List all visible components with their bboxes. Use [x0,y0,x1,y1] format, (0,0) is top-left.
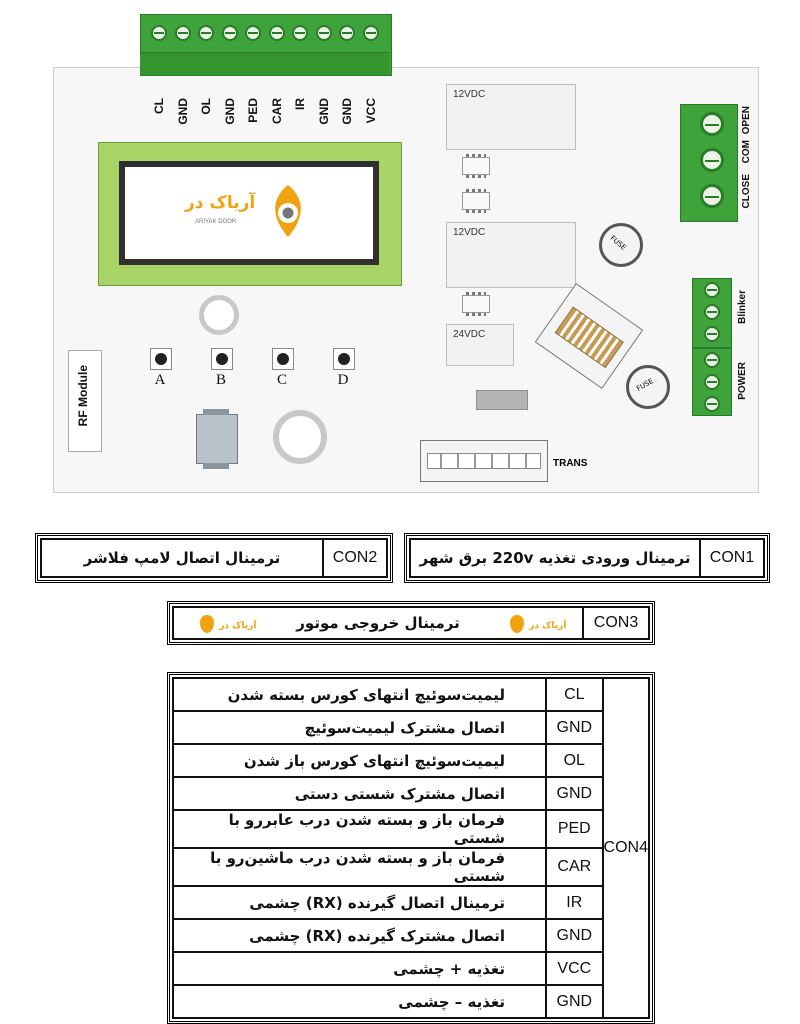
con4-row-pin: OL [546,744,603,777]
rf-module [68,350,102,452]
terminal-screw [704,326,720,342]
fuse-bottom-label: FUSE [635,377,655,393]
con2-desc: ترمینال اتصال لامپ فلاشر [41,539,323,577]
motor-label-open: OPEN [741,106,752,135]
button-label-d: D [337,372,349,388]
con4-row-desc: تغذیه – چشمی [173,985,546,1018]
relay-mid-label: 12VDC [453,227,486,238]
switch-component [196,414,238,464]
table-row [173,744,649,777]
button-label-b: B [215,372,226,388]
table-row [173,886,649,919]
terminal-screw [700,184,724,208]
table-row [173,810,649,848]
power-label: POWER [737,362,748,400]
con4-code: CON4 [603,678,649,1018]
con3-logo-right: آریاک در [510,614,566,633]
top-terminal-base [140,52,390,75]
fuse-top-label: FUSE [608,234,628,252]
con3-logo-left: آریاک در [200,614,256,633]
terminal-screw [704,282,720,298]
con4-row-desc: اتصال مشترک شستی دستی [173,777,546,810]
blinker-label: Blinker [737,290,748,324]
table-row [173,952,649,985]
con4-row-desc: ترمینال اتصال گیرنده (RX) چشمی [173,886,546,919]
push-button-d[interactable] [333,348,355,370]
con4-row-desc: لیمیت‌سوئیچ انتهای کورس بسته شدن [173,678,546,711]
pin-label-gnd: GND [222,98,237,125]
ring-component [199,295,239,335]
pin-label-gnd: GND [175,98,190,125]
terminal-screw [704,374,720,390]
terminal-screw [198,25,214,41]
fuse-bottom [626,365,670,409]
terminal-screw [700,112,724,136]
button-label-c: C [276,372,287,388]
con4-row-desc: فرمان باز و بسته شدن درب ماشین‌رو با شستی [173,848,546,886]
table-row [173,711,649,744]
con4-row-pin: CAR [546,848,603,886]
lcd-screen [119,161,379,265]
con4-table [172,677,650,1019]
con3-code: CON3 [583,607,649,639]
con1-desc: ترمینال ورودی تغذیه 220v برق شهر [410,539,700,577]
terminal-screw [269,25,285,41]
logo-text: آریاک در [185,193,256,213]
terminal-screw [175,25,191,41]
terminal-screw [316,25,332,41]
table-row [173,985,649,1018]
push-button-c[interactable] [272,348,294,370]
lcd-module [98,142,402,286]
terminal-screw [704,396,720,412]
relay-mid [446,222,576,288]
rf-module-label: RF Module [76,365,90,427]
pin-label-gnd: GND [340,98,354,125]
grey-block [476,390,528,410]
con1-table [409,538,765,578]
con4-row-pin: GND [546,985,603,1018]
logo-eye-icon [510,615,524,633]
terminal-screw [245,25,261,41]
trans-connector [420,440,548,482]
push-button-b[interactable] [211,348,233,370]
terminal-screw [222,25,238,41]
con1-code: CON1 [700,539,764,577]
con4-row-pin: GND [546,711,603,744]
con3-table [172,606,650,640]
con2-table [40,538,388,578]
relay-small-label: 24VDC [453,329,486,340]
table-row [173,848,649,886]
relay-top [446,84,576,150]
con4-row-pin: GND [546,919,603,952]
table-row [173,919,649,952]
con4-row-pin: PED [546,810,603,848]
push-button-a[interactable] [150,348,172,370]
table-row [173,678,649,711]
relay-top-label: 12VDC [453,89,486,100]
logo-eye-icon [265,183,311,239]
motor-label-close: CLOSE [741,174,752,209]
chip-3 [462,295,490,313]
pin-label-ol: OL [199,98,213,115]
terminal-screw [363,25,379,41]
terminal-screw [151,25,167,41]
logo-eye-icon [200,615,214,633]
trans-label: TRANS [553,458,588,469]
pin-label-ir: IR [293,98,307,110]
con4-row-pin: GND [546,777,603,810]
con2-code: CON2 [323,539,387,577]
relay-small [446,324,514,366]
terminal-screw [704,304,720,320]
con4-row-desc: تغذیه + چشمی [173,952,546,985]
terminal-screw [292,25,308,41]
con4-row-pin: VCC [546,952,603,985]
table-row [173,777,649,810]
motor-label-com: COM [741,140,752,164]
terminal-screw [700,148,724,172]
logo-subtext: ARIYAK DOOR [195,219,237,225]
con4-row-pin: CL [546,678,603,711]
chip-1 [462,157,490,175]
pin-label-ped: PED [246,98,260,123]
con4-row-desc: لیمیت‌سوئیچ انتهای کورس باز شدن [173,744,546,777]
pin-label-vcc: VCC [363,98,378,124]
terminal-screw [704,352,720,368]
buzzer-ring [273,410,327,464]
pin-label-cl: CL [152,98,166,114]
con4-row-desc: اتصال مشترک گیرنده (RX) چشمی [173,919,546,952]
ariyak-logo [185,183,325,243]
pin-label-gnd: GND [316,98,331,125]
chip-2 [462,192,490,210]
con4-row-desc: فرمان باز و بسته شدن درب عابررو با شستی [173,810,546,848]
pin-label-car: CAR [269,98,284,124]
terminal-screw [339,25,355,41]
con3-desc: ترمینال خروجی موتور [296,614,460,632]
con4-row-pin: IR [546,886,603,919]
button-label-a: A [154,372,166,388]
fuse-top [599,223,643,267]
con4-row-desc: اتصال مشترک لیمیت‌سوئیچ [173,711,546,744]
